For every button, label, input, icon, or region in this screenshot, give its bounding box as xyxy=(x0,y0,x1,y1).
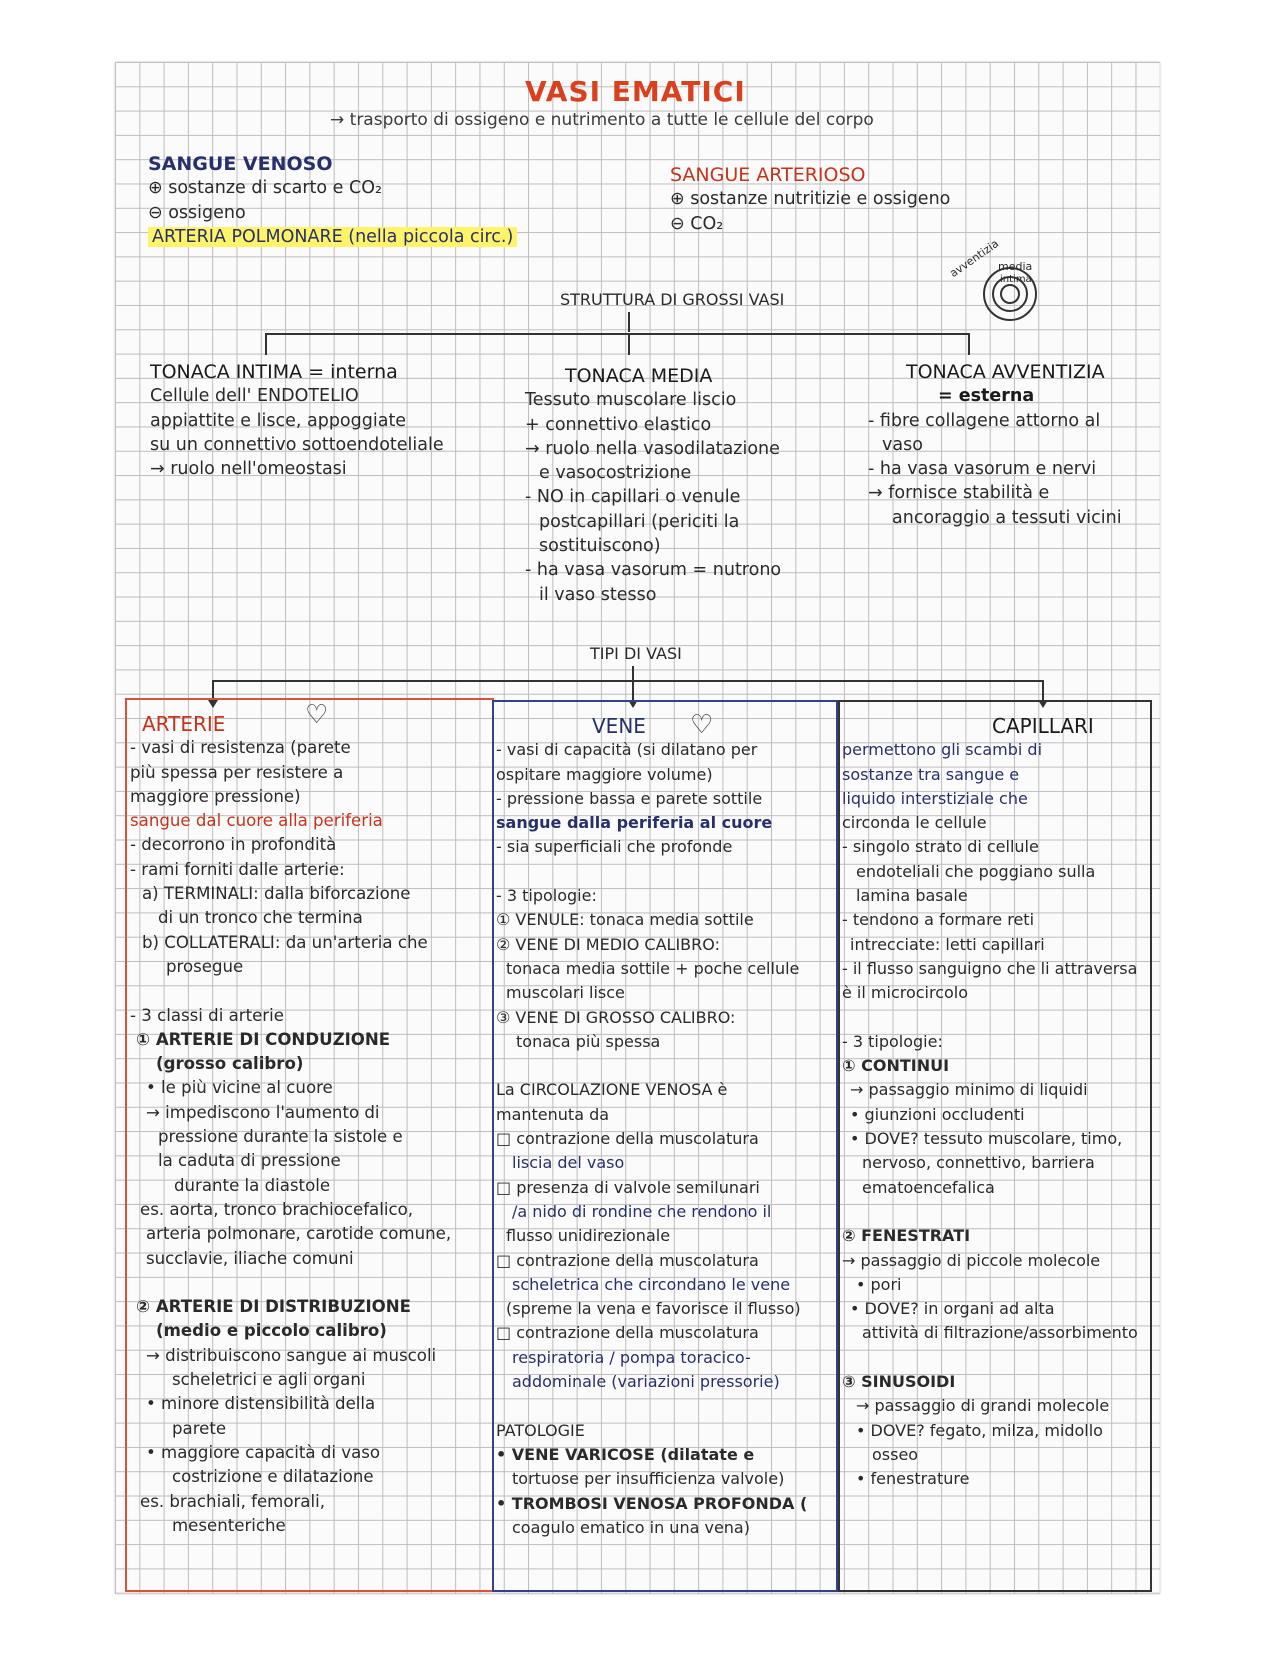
capillari-line xyxy=(842,1006,1138,1030)
vene-line: ① VENULE: tonaca media sottile xyxy=(496,910,754,930)
vene-line: □ contrazione della muscolatura xyxy=(496,1129,759,1149)
tree-branch-left xyxy=(265,333,267,355)
vene-line: □ contrazione della muscolatura xyxy=(496,1323,759,1343)
capillari-line xyxy=(842,1200,1138,1224)
arterie-line: (medio e piccolo calibro) xyxy=(156,1321,387,1341)
vene-line: - pressione bassa e parete sottile xyxy=(496,788,763,808)
page-title: VASI EMATICI xyxy=(525,75,746,108)
vene-line: ospitare maggiore volume) xyxy=(496,764,713,784)
arterie-line: costrizione e dilatazione xyxy=(172,1467,374,1487)
capillari-line: circonda le cellule xyxy=(842,813,987,833)
capillari-line: • fenestrature xyxy=(856,1469,970,1489)
tonaca-avventizia-section xyxy=(868,360,1122,530)
vene-line: liscia del vaso xyxy=(512,1153,625,1173)
vene-line: tortuose per insufficienza valvole) xyxy=(512,1469,785,1489)
arterie-line: (grosso calibro) xyxy=(156,1054,304,1074)
capillari-title: CAPILLARI xyxy=(992,714,1094,738)
vene-title: VENE xyxy=(592,714,646,738)
capillari-line: sostanze tra sangue e xyxy=(842,764,1020,784)
tonaca-avventizia-line: → fornisce stabilità e xyxy=(868,483,1050,504)
capillari-line: • DOVE? fegato, milza, midollo xyxy=(856,1420,1103,1440)
capillari-line: attività di filtrazione/assorbimento xyxy=(862,1323,1138,1343)
arterie-line: • maggiore capacità di vaso xyxy=(146,1442,381,1462)
vene-line: - 3 tipologie: xyxy=(496,886,597,906)
tonaca-media-line: + connettivo elastico xyxy=(525,414,712,435)
tonaca-media-line: → ruolo nella vasodilatazione xyxy=(525,438,780,459)
arteria-polmonare-highlight: ARTERIA POLMONARE (nella piccola circ.) xyxy=(148,227,517,247)
arterie-line: b) COLLATERALI: da un'arteria che xyxy=(142,932,428,952)
tipi-branch-right xyxy=(1042,680,1044,702)
arterie-title: ARTERIE xyxy=(142,712,226,736)
arterie-line xyxy=(130,1271,451,1295)
sangue-arterioso-heading: SANGUE ARTERIOSO xyxy=(670,164,866,186)
tonaca-media-line: sostituiscono) xyxy=(539,536,661,557)
vessel-layers-diagram xyxy=(947,236,1060,328)
capillari-column xyxy=(842,714,1138,1492)
vene-line: □ presenza di valvole semilunari xyxy=(496,1177,760,1197)
sangue-arterioso-plus: ⊕ sostanze nutritizie e ossigeno xyxy=(670,189,951,210)
arterie-line: di un tronco che termina xyxy=(158,908,363,928)
capillari-line xyxy=(842,1346,1138,1370)
tonaca-media-line: Tessuto muscolare liscio xyxy=(525,390,737,411)
arterie-line: → distribuiscono sangue ai muscoli xyxy=(146,1345,437,1365)
capillari-line: ② FENESTRATI xyxy=(842,1226,971,1246)
sangue-venoso-plus: ⊕ sostanze di scarto e CO₂ xyxy=(148,178,383,199)
vene-line: - vasi di capacità (si dilatano per xyxy=(496,740,758,760)
arterie-line: scheletrici e agli organi xyxy=(172,1370,366,1390)
capillari-line: lamina basale xyxy=(856,886,968,906)
vene-line: La CIRCOLAZIONE VENOSA è xyxy=(496,1080,728,1100)
sangue-venoso-minus: ⊖ ossigeno xyxy=(148,202,246,223)
arterie-line: prosegue xyxy=(166,956,244,976)
label-media: media xyxy=(998,260,1033,273)
vene-line xyxy=(496,1054,807,1078)
arterie-line: la caduta di pressione xyxy=(158,1151,341,1171)
capillari-line: - il flusso sanguigno che li attraversa xyxy=(842,958,1138,978)
tree-stem xyxy=(628,312,630,332)
capillari-line: → passaggio di piccole molecole xyxy=(842,1250,1101,1270)
capillari-line: • DOVE? tessuto muscolare, timo, xyxy=(850,1129,1123,1149)
tonaca-media-line: - ha vasa vasorum = nutrono xyxy=(525,560,782,581)
capillari-line: intrecciate: letti capillari xyxy=(850,934,1045,954)
vene-line: tonaca media sottile + poche cellule xyxy=(506,958,800,978)
tree-branch-mid xyxy=(628,333,630,355)
tonaca-intima-line: su un connettivo sottoendoteliale xyxy=(150,434,444,455)
capillari-line: endoteliali che poggiano sulla xyxy=(856,861,1096,881)
tonaca-intima-line: appiattite e lisce, appoggiate xyxy=(150,410,407,431)
capillari-line: • giunzioni occludenti xyxy=(850,1104,1025,1124)
tonaca-media-line: e vasocostrizione xyxy=(539,463,692,484)
tonaca-media-line: il vaso stesso xyxy=(539,584,657,605)
vene-column xyxy=(496,714,807,1540)
tipi-tree-bar xyxy=(212,680,1044,682)
capillari-line: liquido interstiziale che xyxy=(842,788,1028,808)
heart-icon: ♡ xyxy=(690,710,714,740)
tree-bar xyxy=(265,333,970,335)
arterie-line: - decorrono in profondità xyxy=(130,835,337,855)
arterie-line: - vasi di resistenza (parete xyxy=(130,738,351,758)
vene-line: respiratoria / pompa toracico- xyxy=(512,1347,751,1367)
arterie-line: a) TERMINALI: dalla biforcazione xyxy=(142,884,411,904)
capillari-line: osseo xyxy=(872,1444,919,1464)
tonaca-intima-title: TONACA INTIMA = interna xyxy=(150,361,398,383)
arterie-line: ① ARTERIE DI CONDUZIONE xyxy=(136,1029,391,1049)
struttura-heading: STRUTTURA DI GROSSI VASI xyxy=(560,290,785,309)
vene-line: • TROMBOSI VENOSA PROFONDA ( xyxy=(496,1493,808,1513)
page-subtitle: → trasporto di ossigeno e nutrimento a tutte le cellule del corpo xyxy=(330,110,874,130)
tonaca-media-line: - NO in capillari o venule xyxy=(525,487,741,508)
arterie-line xyxy=(130,979,451,1003)
vene-line: □ contrazione della muscolatura xyxy=(496,1250,759,1270)
tree-branch-right xyxy=(968,333,970,355)
arterie-column xyxy=(130,712,451,1538)
sangue-arterioso-minus: ⊖ CO₂ xyxy=(670,213,724,234)
capillari-line: ③ SINUSOIDI xyxy=(842,1372,956,1392)
vene-line: PATOLOGIE xyxy=(496,1420,585,1440)
vene-line: ③ VENE DI GROSSO CALIBRO: xyxy=(496,1007,736,1027)
capillari-line: è il microcircolo xyxy=(842,983,969,1003)
arterie-line: • minore distensibilità della xyxy=(146,1394,376,1414)
tonaca-media-title: TONACA MEDIA xyxy=(565,365,713,387)
arterie-line: arteria polmonare, carotide comune, xyxy=(146,1224,452,1244)
arterie-line: succlavie, iliache comuni xyxy=(146,1248,354,1268)
tonaca-avventizia-line: ancoraggio a tessuti vicini xyxy=(892,507,1122,528)
sangue-venoso-section xyxy=(148,152,517,249)
heart-icon: ♡ xyxy=(305,700,329,730)
capillari-line: ① CONTINUI xyxy=(842,1056,950,1076)
vene-line: /a nido di rondine che rendono il xyxy=(512,1201,772,1221)
vene-line: muscolari lisce xyxy=(506,983,625,1003)
capillari-line: nervoso, connettivo, barriera xyxy=(862,1153,1095,1173)
label-avventizia: avventizia xyxy=(947,236,1002,281)
vene-line: addominale (variazioni pressorie) xyxy=(512,1372,780,1392)
arterie-line: più spessa per resistere a xyxy=(130,762,344,782)
arterie-line: parete xyxy=(172,1418,227,1438)
capillari-line: - singolo strato di cellule xyxy=(842,837,1039,857)
vene-line: • VENE VARICOSE (dilatate e xyxy=(496,1444,755,1464)
vene-line: ② VENE DI MEDIO CALIBRO: xyxy=(496,934,720,954)
arterie-line: - rami forniti dalle arterie: xyxy=(130,859,345,879)
capillari-line: - 3 tipologie: xyxy=(842,1031,943,1051)
vene-line: sangue dalla periferia al cuore xyxy=(496,813,773,833)
tonaca-intima-section xyxy=(150,360,444,481)
arterie-line: maggiore pressione) xyxy=(130,786,301,806)
tipi-tree-stem xyxy=(632,666,634,680)
vene-line xyxy=(496,860,807,884)
capillari-line: permettono gli scambi di xyxy=(842,740,1043,760)
arterie-line: durante la diastole xyxy=(174,1175,331,1195)
arterie-line: • le più vicine al cuore xyxy=(146,1078,333,1098)
vene-line: scheletrica che circondano le vene xyxy=(512,1274,791,1294)
sangue-venoso-heading: SANGUE VENOSO xyxy=(148,153,333,175)
vene-line: (spreme la vena e favorisce il flusso) xyxy=(506,1299,801,1319)
tonaca-avventizia-title: TONACA AVVENTIZIA xyxy=(906,361,1105,383)
arterie-line: - 3 classi di arterie xyxy=(130,1005,284,1025)
capillari-line: ematoencefalica xyxy=(862,1177,995,1197)
capillari-line: → passaggio minimo di liquidi xyxy=(850,1080,1088,1100)
arterie-line: ② ARTERIE DI DISTRIBUZIONE xyxy=(136,1297,411,1317)
tonaca-media-section xyxy=(525,364,781,607)
capillari-line: • DOVE? in organi ad alta xyxy=(850,1299,1055,1319)
tonaca-intima-line: → ruolo nell'omeostasi xyxy=(150,459,347,480)
arterie-line: es. aorta, tronco brachiocefalico, xyxy=(140,1199,413,1219)
tipi-branch-mid xyxy=(632,680,634,702)
vene-line: coagulo ematico in una vena) xyxy=(512,1517,750,1537)
capillari-line: - tendono a formare reti xyxy=(842,910,1035,930)
arterie-line: pressione durante la sistole e xyxy=(158,1127,403,1147)
arterie-line: es. brachiali, femorali, xyxy=(140,1491,325,1511)
capillari-line: • pori xyxy=(856,1274,902,1294)
vene-line: tonaca più spessa xyxy=(516,1031,661,1051)
capillari-line: → passaggio di grandi molecole xyxy=(856,1396,1110,1416)
vene-line: - sia superficiali che profonde xyxy=(496,837,733,857)
tonaca-avventizia-line: - ha vasa vasorum e nervi xyxy=(868,459,1097,480)
vene-line xyxy=(496,1394,807,1418)
arterie-line: mesenteriche xyxy=(172,1515,286,1535)
tonaca-avventizia-line: vaso xyxy=(882,434,923,455)
tonaca-avventizia-subtitle: = esterna xyxy=(938,386,1035,407)
tonaca-media-line: postcapillari (periciti la xyxy=(539,511,740,532)
arterie-line: → impediscono l'aumento di xyxy=(146,1102,380,1122)
arterie-line: sangue dal cuore alla periferia xyxy=(130,811,383,831)
vene-line: mantenuta da xyxy=(496,1104,610,1124)
tipi-heading: TIPI DI VASI xyxy=(590,644,682,663)
tonaca-avventizia-line: - fibre collagene attorno al xyxy=(868,410,1101,431)
label-intima: intima xyxy=(1000,274,1032,285)
sangue-arterioso-section xyxy=(670,163,950,236)
vene-line: flusso unidirezionale xyxy=(506,1226,671,1246)
tonaca-intima-line: Cellule dell' ENDOTELIO xyxy=(150,386,359,407)
